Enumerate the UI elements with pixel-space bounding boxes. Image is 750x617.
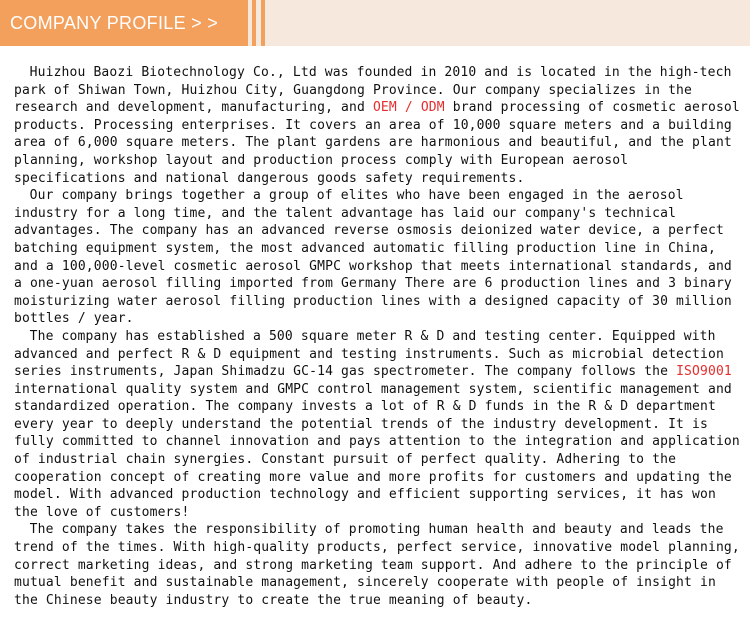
section-title: COMPANY PROFILE > > <box>10 12 219 33</box>
company-profile-text <box>14 64 742 609</box>
header-divider-stripe <box>261 0 265 46</box>
paragraph-text: The company has established a 500 square meter R & D and testing center. Equipped with advanced and perfect R & D equipment and testing instruments. Such as microbial detection series instruments, Japan Shimadzu GC-14 gas spectrometer. The company follows the <box>14 328 724 380</box>
section-header-band <box>0 0 750 46</box>
paragraph-founding <box>14 64 742 187</box>
paragraph-mission: The company takes the responsibility of promoting human health and beauty and leads the trend of the times. With high-quality products, perfect service, innovative model planning, correct marketing ideas, and strong marketing team support. And adhere to the principle of mutual benefit and sustainable management, sincerely cooperate with people of insight in the Chinese beauty industry to create the true meaning of beauty. <box>14 522 740 608</box>
paragraph-text: international quality system and GMPC control management system, scientific management and standardized operation. The company invests a lot of R & D funds in the R & D department every year to deeply understand the potential trends of the industry development. It is fully committed to channel innovation and pays attention to the integration and application of industrial chain synergies. Constant pursuit of perfect quality. Adhering to the cooperation concept of creating more value and more profits for customers and updating the model. With advanced production technology and efficient supporting services, it has won the love of customers! <box>14 381 740 520</box>
highlight-oem-odm: OEM / ODM <box>372 100 445 116</box>
highlight-iso9001: ISO9001 <box>676 364 732 380</box>
header-divider-stripe <box>252 0 256 46</box>
paragraph-text: Huizhou Baozi Biotechnology Co., Ltd was founded in 2010 and is located in the high-tech park of Shiwan Town, Huizhou City, Guangdong Province. Our company specializes in the research and development, manufacturing, and <box>14 65 732 116</box>
paragraph-production: Our company brings together a group of elites who have been engaged in the aerosol industry for a long time, and the talent advantage has laid our company's technical advantages. The company has an advanced reverse osmosis deionized water device, a perfect batching equipment system, the most advanced automatic filling production line in China, and a 100,000-level cosmetic aerosol GMPC workshop that meets international standards, and a one-yuan aerosol filling imported from Germany There are 6 production lines and 3 binary moisturizing water aerosol filling production lines with a designed capacity of 30 million bottles / year. <box>14 188 732 327</box>
paragraph-rd-center <box>14 328 742 522</box>
section-header-tab <box>0 0 248 46</box>
paragraph-text: brand processing of cosmetic aerosol products. Processing enterprises. It covers an area of 10,000 square meters and a building area of 6,000 square meters. The plant gardens are harmonious and beautiful, and the plant planning, workshop layout and production process comply with European aerosol specifications and national dangerous goods safety requirements. <box>14 100 740 186</box>
